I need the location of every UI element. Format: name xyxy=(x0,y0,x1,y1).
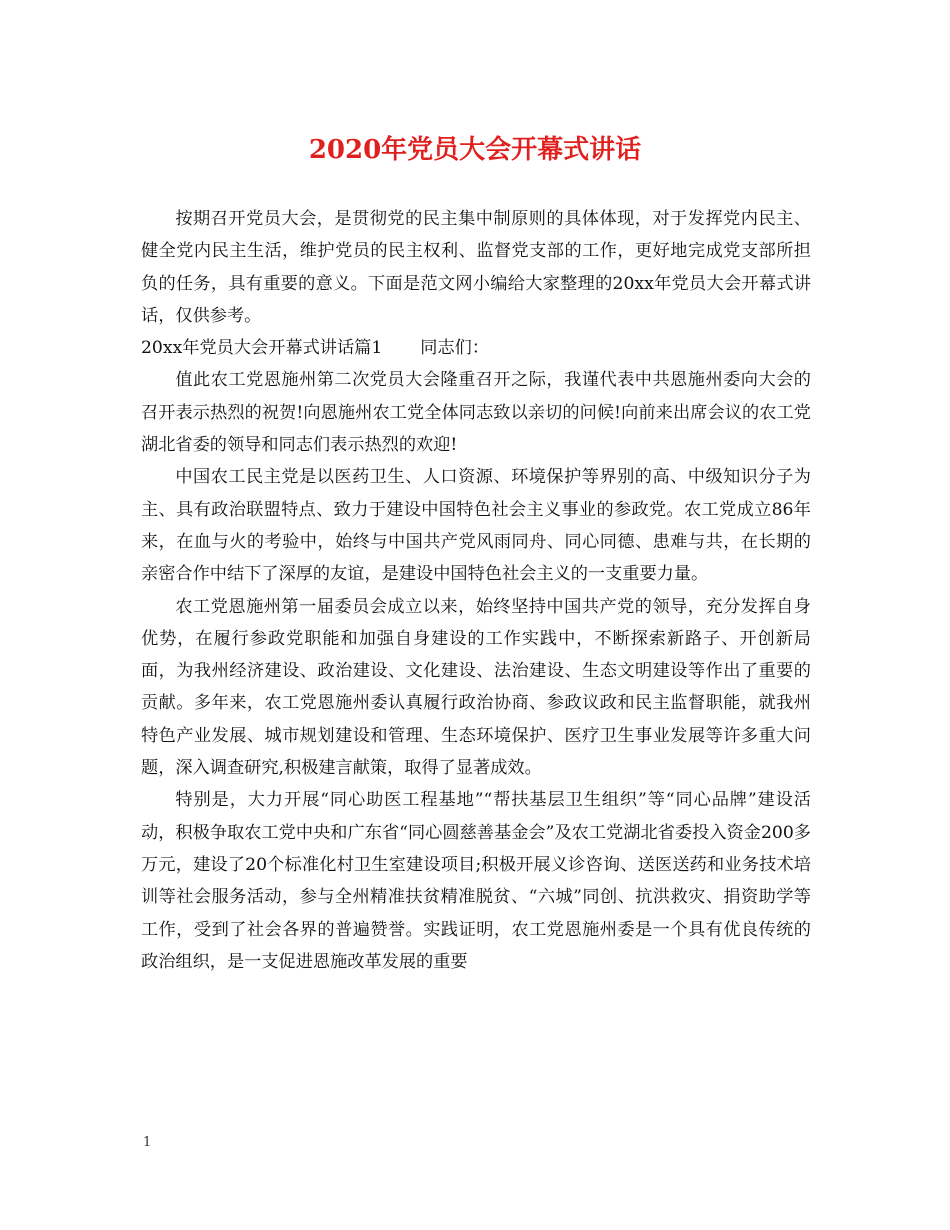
section-heading: 20xx年党员大会开幕式讲话篇1 xyxy=(141,338,383,359)
section-heading-line xyxy=(141,332,811,364)
salutation: 同志们： xyxy=(420,338,490,359)
body-paragraph: 值此农工党恩施州第二次党员大会隆重召开之际，我谨代表中共恩施州委向大会的召开表示热烈的祝贺!向恩施州农工党全体同志致以亲切的问候!向前来出席会议的农工党湖北省委的领导和同志们表示热烈的欢迎! xyxy=(141,370,811,456)
body-paragraph: 特别是，大力开展“同心助医工程基地”“帮扶基层卫生组织”等“同心品牌”建设活动，积极争取农工党中央和广东省“同心圆慈善基金会”及农工党湖北省委投入资金200多万元，建设了20个标准化村卫生室建设项目;积极开展义诊咨询、送医送药和业务技术培训等社会服务活动，参与全州精准扶贫精准脱贫、“六城”同创、抗洪救灾、捐资助学等工作，受到了社会各界的普遍赞誉。实践证明，农工党恩施州委是一个具有优良传统的政治组织，是一支促进恩施改革发展的重要 xyxy=(141,790,811,972)
document-body xyxy=(141,203,811,978)
page-number: 1 xyxy=(143,1135,152,1150)
document-title: 2020年党员大会开幕式讲话 xyxy=(308,135,642,165)
body-paragraph: 中国农工民主党是以医药卫生、人口资源、环境保护等界别的高、中级知识分子为主、具有政治联盟特点、致力于建设中国特色社会主义事业的参政党。农工党成立86年来，在血与火的考验中，始终与中国共产党风雨同舟、同心同德、患难与共，在长期的亲密合作中结下了深厚的友谊，是建设中国特色社会主义的一支重要力量。 xyxy=(141,467,811,585)
intro-paragraph: 按期召开党员大会，是贯彻党的民主集中制原则的具体体现，对于发挥党内民主、健全党内民主生活，维护党员的民主权利、监督党支部的工作，更好地完成党支部所担负的任务，具有重要的意义。下面是范文网小编给大家整理的20xx年党员大会开幕式讲话，仅供参考。 xyxy=(141,209,811,326)
body-paragraph: 农工党恩施州第一届委员会成立以来，始终坚持中国共产党的领导，充分发挥自身优势，在履行参政党职能和加强自身建设的工作实践中，不断探索新路子、开创新局面，为我州经济建设、政治建设、文化建设、法治建设、生态文明建设等作出了重要的贡献。多年来，农工党恩施州委认真履行政治协商、参政议政和民主监督职能，就我州特色产业发展、城市规划建设和管理、生态环境保护、医疗卫生事业发展等许多重大问题，深入调查研究,积极建言献策，取得了显著成效。 xyxy=(141,596,811,779)
